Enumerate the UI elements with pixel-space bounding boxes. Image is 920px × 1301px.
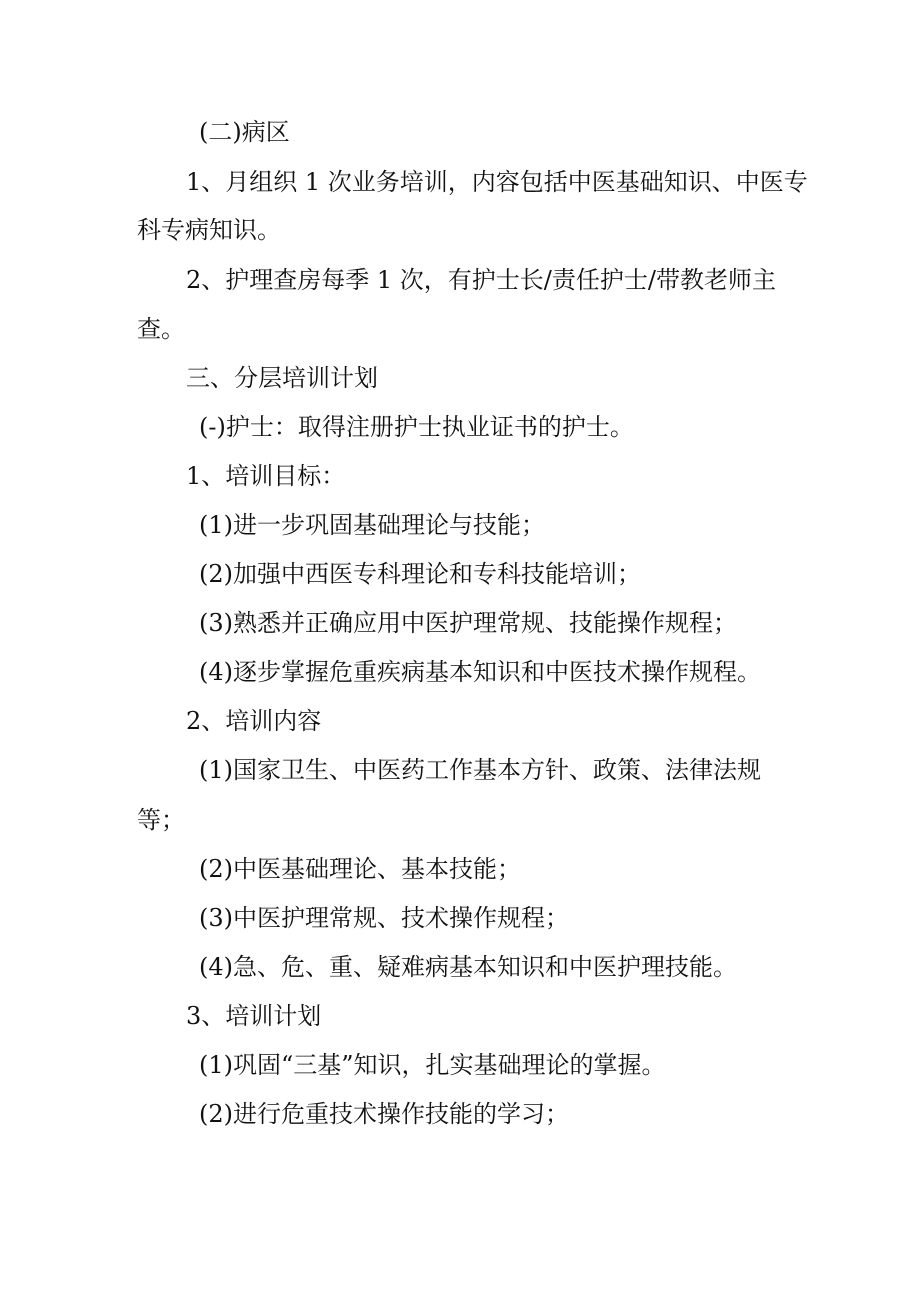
list-item: (1)巩固“三基”知识，扎实基础理论的掌握。: [199, 1051, 666, 1079]
paragraph-line: 1、月组织 1 次业务培训，内容包括中医基础知识、中医专: [186, 168, 808, 196]
section-heading-tiered-training: 三、分层培训计划: [186, 364, 378, 392]
list-item: (2)中医基础理论、基本技能；: [199, 855, 521, 883]
list-item: (3)熟悉并正确应用中医护理常规、技能操作规程；: [199, 609, 737, 637]
section-heading-ward: (二)病区: [199, 118, 290, 146]
item-heading-training-goals: 1、培训目标：: [186, 462, 346, 490]
list-item: (2)加强中西医专科理论和专科技能培训；: [199, 560, 641, 588]
list-item: (1)国家卫生、中医药工作基本方针、政策、法律法规: [199, 756, 761, 784]
subsection-heading-nurse: (-)护士：取得注册护士执业证书的护士。: [199, 413, 634, 441]
list-item: (4)逐步掌握危重疾病基本知识和中医技术操作规程。: [199, 658, 761, 686]
item-heading-training-plan: 3、培训计划: [186, 1002, 322, 1030]
list-item: (4)急、危、重、疑难病基本知识和中医护理技能。: [199, 953, 737, 981]
list-item: (3)中医护理常规、技术操作规程；: [199, 904, 569, 932]
paragraph-line: 科专病知识。: [137, 216, 281, 244]
paragraph-line: 查。: [137, 315, 185, 343]
list-item: (2)进行危重技术操作技能的学习；: [199, 1100, 569, 1128]
paragraph-line: 2、护理查房每季 1 次，有护士长/责任护士/带教老师主: [186, 266, 776, 294]
item-heading-training-content: 2、培训内容: [186, 707, 322, 735]
list-item-continuation: 等；: [137, 806, 185, 834]
list-item: (1)进一步巩固基础理论与技能；: [199, 511, 545, 539]
